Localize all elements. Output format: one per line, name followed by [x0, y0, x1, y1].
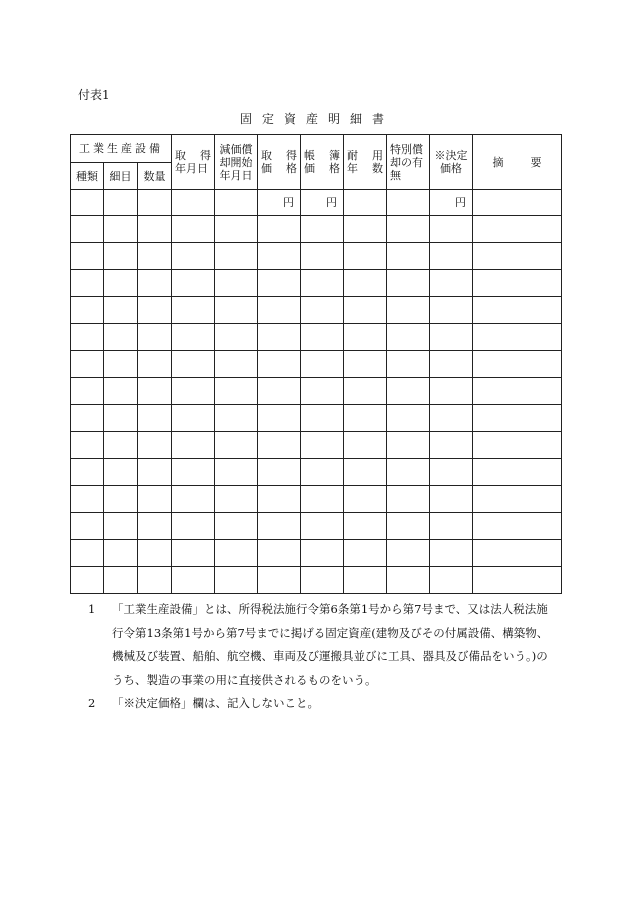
- table-cell: [172, 405, 215, 432]
- note-item: [88, 692, 558, 716]
- table-row: [71, 297, 562, 324]
- table-cell: [138, 459, 172, 486]
- document-title: [240, 110, 394, 127]
- table-cell: [344, 378, 387, 405]
- table-cell: [71, 190, 104, 216]
- table-cell: [215, 297, 258, 324]
- table-cell: [215, 378, 258, 405]
- table-cell: [301, 486, 344, 513]
- table-cell: [344, 190, 387, 216]
- table-cell: [387, 513, 430, 540]
- table-cell: [430, 405, 473, 432]
- table-cell: [301, 513, 344, 540]
- table-cell: [301, 270, 344, 297]
- table-cell: [104, 190, 138, 216]
- table-cell: [104, 297, 138, 324]
- header-type: 種類: [71, 163, 104, 190]
- table-cell: [258, 540, 301, 567]
- header-useful-life: 耐 用 年 数: [344, 135, 387, 190]
- table-cell: [387, 567, 430, 594]
- title-char: 資: [284, 112, 297, 126]
- table-cell: [172, 216, 215, 243]
- table-cell: [473, 216, 562, 243]
- table-cell: [138, 486, 172, 513]
- table-cell: [71, 459, 104, 486]
- table-cell: [344, 432, 387, 459]
- table-row: [71, 459, 562, 486]
- table-cell: [344, 486, 387, 513]
- table-cell: [138, 297, 172, 324]
- table-cell: [430, 297, 473, 324]
- table-cell: [215, 513, 258, 540]
- table-cell: [138, 270, 172, 297]
- table-cell: [215, 324, 258, 351]
- table-cell: [344, 216, 387, 243]
- appendix-label: 付表1: [78, 88, 110, 102]
- table-cell: [473, 405, 562, 432]
- table-cell: [138, 567, 172, 594]
- table-cell: [258, 459, 301, 486]
- header-depreciation-start-date: 減価償 却開始 年月日: [215, 135, 258, 190]
- table-row: [71, 378, 562, 405]
- table-cell: [301, 432, 344, 459]
- table-cell: [387, 432, 430, 459]
- table-cell: [430, 216, 473, 243]
- table-cell: [71, 405, 104, 432]
- table-cell: [473, 486, 562, 513]
- table-cell: [387, 270, 430, 297]
- asset-detail-table: [70, 134, 562, 594]
- table-cell: [301, 324, 344, 351]
- table-cell: [430, 324, 473, 351]
- table-cell: [172, 190, 215, 216]
- table-cell: [387, 190, 430, 216]
- title-char: 明: [328, 112, 341, 126]
- table-cell: [215, 270, 258, 297]
- table-cell: [430, 486, 473, 513]
- table-cell: [172, 486, 215, 513]
- table-cell: [387, 459, 430, 486]
- table-cell: [71, 486, 104, 513]
- note-item: [88, 598, 558, 692]
- table-cell: [430, 270, 473, 297]
- table-row: [71, 432, 562, 459]
- table-cell: [215, 190, 258, 216]
- header-detail: 細目: [104, 163, 138, 190]
- table-cell: [387, 351, 430, 378]
- table-cell: [473, 297, 562, 324]
- table-row: [71, 190, 562, 216]
- table-cell: [172, 351, 215, 378]
- table-cell: [138, 190, 172, 216]
- note-number: 1: [88, 602, 96, 616]
- table-cell: [138, 540, 172, 567]
- table-cell: [104, 459, 138, 486]
- table-cell: [258, 567, 301, 594]
- table-cell: [344, 324, 387, 351]
- table-cell: [104, 513, 138, 540]
- table-cell: [71, 540, 104, 567]
- table-cell: [344, 567, 387, 594]
- header-acquisition-cost: 取 得 価 格: [258, 135, 301, 190]
- note-text: 「※決定価格」欄は、記入しないこと。: [112, 696, 319, 710]
- table-cell: [473, 190, 562, 216]
- table-cell: [387, 243, 430, 270]
- table-cell: [172, 243, 215, 270]
- table-cell: [172, 324, 215, 351]
- title-char: 細: [350, 112, 363, 126]
- table-cell: [104, 432, 138, 459]
- table-cell: [301, 459, 344, 486]
- title-char: 固: [240, 112, 253, 126]
- table-cell: [71, 297, 104, 324]
- table-cell: [104, 243, 138, 270]
- table-cell: [301, 378, 344, 405]
- table-cell: [430, 243, 473, 270]
- table-cell: [473, 243, 562, 270]
- table-cell: [473, 324, 562, 351]
- header-industrial-equipment: 工業生産設備: [71, 135, 172, 163]
- table-cell: [258, 243, 301, 270]
- table-cell: [473, 459, 562, 486]
- table-cell: [473, 432, 562, 459]
- table-cell: [301, 297, 344, 324]
- table-cell: [215, 243, 258, 270]
- table-row: [71, 513, 562, 540]
- table-cell: [301, 405, 344, 432]
- table-cell: [430, 378, 473, 405]
- table-cell: [71, 270, 104, 297]
- table-cell: [344, 405, 387, 432]
- table-cell: [104, 405, 138, 432]
- table-cell: [430, 540, 473, 567]
- header-special-depreciation: 特別償 却の有 無: [387, 135, 430, 190]
- table-cell: [215, 567, 258, 594]
- title-char: 産: [306, 112, 319, 126]
- title-char: 書: [372, 112, 385, 126]
- yen-unit-decided-price: 円: [430, 190, 473, 216]
- table-row: [71, 351, 562, 378]
- table-cell: [104, 351, 138, 378]
- table-cell: [104, 270, 138, 297]
- table-row: [71, 324, 562, 351]
- table-row: [71, 567, 562, 594]
- table-row: [71, 216, 562, 243]
- table-cell: [258, 378, 301, 405]
- table-cell: [71, 378, 104, 405]
- table-cell: [258, 351, 301, 378]
- table-cell: [104, 486, 138, 513]
- table-cell: [344, 351, 387, 378]
- table-cell: [104, 378, 138, 405]
- table-cell: [138, 405, 172, 432]
- table-cell: [301, 243, 344, 270]
- note-text: 「工業生産設備」とは、所得税法施行令第6条第1号から第7号まで、又は法人税法施行令第13条第1号から第7号までに掲げる固定資産(建物及びその付属設備、構築物、機械及び装置、船舶、航空機、車両及び運搬具並びに工具、器具及び備品をいう。)のうち、製造の事業の用に直接供されるものをいう。: [112, 602, 549, 687]
- table-cell: [138, 324, 172, 351]
- title-char: 定: [262, 112, 275, 126]
- table-cell: [344, 459, 387, 486]
- table-cell: [215, 216, 258, 243]
- table-row: [71, 243, 562, 270]
- table-cell: [71, 324, 104, 351]
- table-cell: [430, 459, 473, 486]
- table-cell: [71, 243, 104, 270]
- table-cell: [104, 567, 138, 594]
- table-cell: [387, 540, 430, 567]
- table-cell: [71, 513, 104, 540]
- table-cell: [215, 432, 258, 459]
- table-cell: [172, 270, 215, 297]
- header-quantity: 数量: [138, 163, 172, 190]
- table-cell: [71, 567, 104, 594]
- table-cell: [138, 243, 172, 270]
- table-cell: [473, 540, 562, 567]
- table-cell: [258, 270, 301, 297]
- table-cell: [301, 351, 344, 378]
- table-cell: [473, 270, 562, 297]
- table-cell: [258, 486, 301, 513]
- note-number: 2: [88, 696, 96, 710]
- header-book-value: 帳 簿 価 格: [301, 135, 344, 190]
- table-cell: [387, 324, 430, 351]
- table-cell: [138, 513, 172, 540]
- table-cell: [104, 324, 138, 351]
- table-cell: [387, 297, 430, 324]
- yen-unit-book-value: 円: [301, 190, 344, 216]
- table-cell: [172, 378, 215, 405]
- table-cell: [215, 405, 258, 432]
- table-cell: [172, 567, 215, 594]
- table-cell: [215, 540, 258, 567]
- table-cell: [344, 270, 387, 297]
- table-cell: [387, 486, 430, 513]
- notes: [88, 598, 558, 716]
- table-cell: [258, 216, 301, 243]
- yen-unit-acquisition-cost: 円: [258, 190, 301, 216]
- table-cell: [344, 243, 387, 270]
- table-cell: [301, 216, 344, 243]
- table-cell: [473, 351, 562, 378]
- table-cell: [258, 297, 301, 324]
- table-cell: [344, 513, 387, 540]
- table-cell: [215, 351, 258, 378]
- table-cell: [71, 432, 104, 459]
- table-cell: [172, 540, 215, 567]
- table-cell: [387, 378, 430, 405]
- header-remarks: 摘 要: [473, 135, 562, 190]
- table-row: [71, 405, 562, 432]
- table-cell: [387, 405, 430, 432]
- table-row: [71, 270, 562, 297]
- table-cell: [71, 351, 104, 378]
- table-cell: [138, 432, 172, 459]
- table-cell: [172, 459, 215, 486]
- table-cell: [344, 297, 387, 324]
- table-cell: [473, 513, 562, 540]
- table-cell: [138, 351, 172, 378]
- table-cell: [473, 378, 562, 405]
- table-cell: [430, 567, 473, 594]
- table-cell: [172, 297, 215, 324]
- table-cell: [301, 567, 344, 594]
- header-acquisition-date: 取 得 年月日: [172, 135, 215, 190]
- table-cell: [138, 378, 172, 405]
- table-row: [71, 540, 562, 567]
- table-cell: [215, 486, 258, 513]
- header-decided-price: ※決定 価格: [430, 135, 473, 190]
- table-cell: [258, 324, 301, 351]
- table-cell: [71, 216, 104, 243]
- table-cell: [258, 405, 301, 432]
- table-cell: [258, 432, 301, 459]
- table-cell: [344, 540, 387, 567]
- table-row: [71, 486, 562, 513]
- table-cell: [430, 432, 473, 459]
- table-cell: [301, 540, 344, 567]
- table-cell: [215, 459, 258, 486]
- table-cell: [172, 513, 215, 540]
- table-cell: [430, 513, 473, 540]
- table-cell: [473, 567, 562, 594]
- table-cell: [258, 513, 301, 540]
- table-cell: [430, 351, 473, 378]
- table-cell: [104, 540, 138, 567]
- table-cell: [104, 216, 138, 243]
- table-cell: [138, 216, 172, 243]
- table-cell: [172, 432, 215, 459]
- table-cell: [387, 216, 430, 243]
